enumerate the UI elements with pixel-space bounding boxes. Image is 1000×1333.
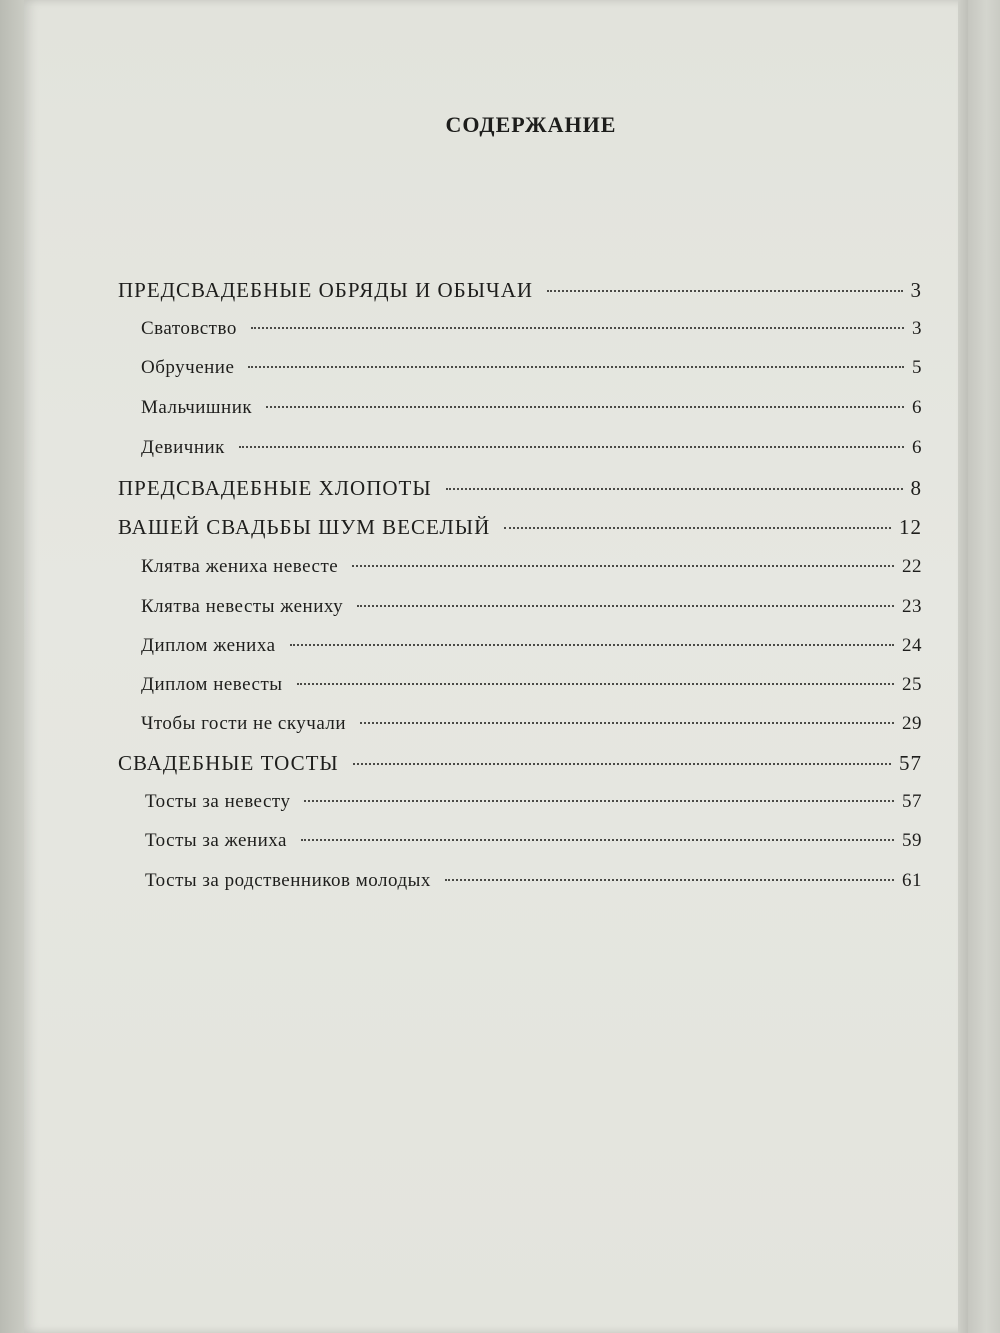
toc-entry-page: 3 <box>910 278 922 302</box>
dot-leader <box>290 644 894 646</box>
dot-leader <box>266 406 904 408</box>
toc-entry-subsection[interactable] <box>145 791 922 821</box>
toc-entry-subsection[interactable] <box>141 674 922 704</box>
toc-entry-page: 22 <box>902 556 922 577</box>
toc-entry-section[interactable] <box>118 515 922 545</box>
toc-entry-page: 24 <box>902 635 922 656</box>
dot-leader <box>297 683 894 685</box>
toc-entry-subsection[interactable] <box>141 635 922 665</box>
dot-leader <box>239 446 904 448</box>
dot-leader <box>360 722 894 724</box>
toc-entry-subsection[interactable] <box>141 397 922 427</box>
dot-leader <box>251 327 904 329</box>
toc-entry-page: 6 <box>912 437 922 458</box>
dot-leader <box>353 763 891 765</box>
toc-entry-subsection[interactable] <box>141 713 922 743</box>
toc-entry-title: Тосты за невесту <box>145 791 291 812</box>
dot-leader <box>357 605 894 607</box>
toc-entry-page: 61 <box>902 870 922 891</box>
toc-entry-subsection[interactable] <box>145 870 922 900</box>
toc-entry-title: ПРЕДСВАДЕБНЫЕ ОБРЯДЫ И ОБЫЧАИ <box>118 278 534 302</box>
toc-entry-subsection[interactable] <box>141 357 922 387</box>
page-title: СОДЕРЖАНИЕ <box>445 112 617 137</box>
toc-entry-page: 29 <box>902 713 922 734</box>
toc-entry-page: 57 <box>902 791 922 812</box>
dot-leader <box>446 488 903 490</box>
toc-entry-title: СВАДЕБНЫЕ ТОСТЫ <box>118 751 339 775</box>
toc-entry-subsection[interactable] <box>141 437 922 467</box>
toc-entry-title: Тосты за жениха <box>145 830 287 851</box>
toc-entry-title: Клятва жениха невесте <box>141 556 339 577</box>
toc-entry-title: Чтобы гости не скучали <box>141 713 347 734</box>
toc-entry-section[interactable] <box>118 751 922 781</box>
toc-entry-subsection[interactable] <box>141 596 922 626</box>
toc-entry-title: Обручение <box>141 357 235 378</box>
toc-entry-page: 59 <box>902 830 922 851</box>
toc-entry-title: ПРЕДСВАДЕБНЫЕ ХЛОПОТЫ <box>118 476 432 500</box>
toc-entry-subsection[interactable] <box>141 556 922 586</box>
toc-entry-page: 57 <box>899 751 922 775</box>
toc-entry-section[interactable] <box>118 278 922 308</box>
dot-leader <box>445 879 894 881</box>
dot-leader <box>248 366 904 368</box>
toc-entry-page: 23 <box>902 596 922 617</box>
toc-entry-subsection[interactable] <box>145 830 922 860</box>
toc-entry-title: Тосты за родственников молодых <box>145 870 431 891</box>
toc-entry-title: Диплом жениха <box>141 635 276 656</box>
dot-leader <box>352 565 894 567</box>
toc-entry-page: 8 <box>910 476 922 500</box>
toc-entry-page: 5 <box>912 357 922 378</box>
toc-entry-title: Диплом невесты <box>141 674 283 695</box>
toc-entry-subsection[interactable] <box>141 318 922 348</box>
dot-leader <box>504 527 891 529</box>
toc-entry-page: 6 <box>912 397 922 418</box>
dot-leader <box>304 800 894 802</box>
toc-entry-page: 3 <box>912 318 922 339</box>
toc-entry-page: 12 <box>899 515 922 539</box>
toc-entry-page: 25 <box>902 674 922 695</box>
toc-entry-title: Клятва невесты жениху <box>141 596 344 617</box>
toc-entry-section[interactable] <box>118 476 922 506</box>
toc-entry-title: Сватовство <box>141 318 237 339</box>
toc-entry-title: Девичник <box>141 437 225 458</box>
dot-leader <box>301 839 894 841</box>
dot-leader <box>547 290 902 292</box>
toc-entry-title: ВАШЕЙ СВАДЬБЫ ШУМ ВЕСЕЛЫЙ <box>118 515 491 539</box>
toc-entry-title: Мальчишник <box>141 397 253 418</box>
